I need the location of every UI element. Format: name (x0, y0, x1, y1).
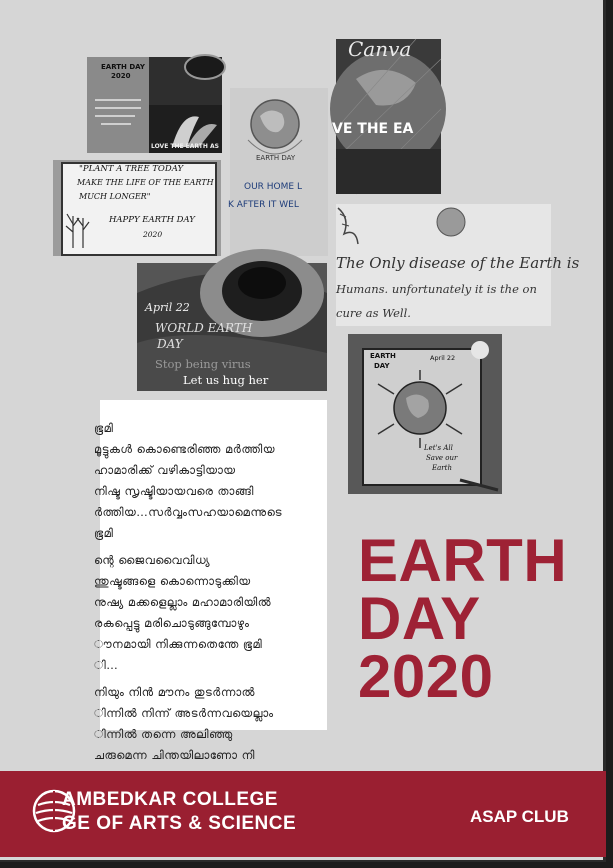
globe-drawing (230, 88, 328, 256)
poem-line: ിന്നിൽ തന്നെ അലിഞ്ഞു (94, 727, 233, 741)
college-name-line2: GE OF ARTS & SCIENCE (62, 813, 297, 834)
quote-line2: Humans. unfortunately it is the on (336, 282, 537, 296)
poster-msg-line2: Save our (426, 454, 458, 462)
tree-card-line5: 2020 (143, 230, 163, 239)
tree-sketch (53, 160, 221, 256)
tree-card-line4: HAPPY EARTH DAY (109, 215, 195, 225)
earth-disease-quote-photo (336, 204, 580, 326)
canva-globe-art (336, 39, 441, 194)
poster-msg-line1: Let's All (424, 444, 453, 452)
booklet-title-line2: 2020 (111, 72, 131, 80)
quote-line3: cure as Well. (336, 306, 411, 320)
eye-card-line3: Stop being virus (155, 357, 251, 371)
booklet-artwork (87, 57, 222, 153)
poem-line: ി… (94, 658, 119, 672)
earth-day-booklet-photo (87, 57, 222, 153)
globe-card-line1: OUR HOME L (244, 182, 302, 192)
canva-earth-photo (332, 37, 441, 194)
tree-card-line2: MAKE THE LIFE OF THE EARTH (77, 178, 214, 187)
globe-card-line2: K AFTER IT WEL (228, 200, 299, 210)
poem-line: ർത്തിയ…സർവ്വംസഹയാമെന്നുടെ (94, 505, 283, 519)
save-earth-poster-photo (348, 334, 502, 494)
poem-line: ചരുമെന്ന ചിന്തയിലാണോ നി (94, 748, 255, 762)
globe-card-arc-text: EARTH DAY (256, 154, 296, 162)
tree-card-line3: MUCH LONGER" (79, 192, 151, 201)
eye-card-line1: WORLD EARTH (155, 321, 253, 335)
poem-line: നുഷ്യ മക്കളെല്ലാം മഹാമാരിയിൽ (94, 595, 272, 609)
tree-card-line1: "PLANT A TREE TODAY (79, 164, 184, 174)
canva-card-text: VE THE EA (332, 121, 414, 137)
malayalam-poem-card (94, 400, 327, 762)
poem-line: മൂട്ടുകൾ കൊണ്ടെരിഞ്ഞ മർത്തിയ (94, 442, 276, 456)
canva-logo: Canva (348, 37, 412, 61)
eye-card-line2: DAY (157, 337, 183, 351)
asap-club-label: ASAP CLUB (470, 807, 569, 826)
earth-day-title (358, 527, 568, 710)
booklet-title-line1: EARTH DAY (101, 63, 145, 71)
poem-line: ിന്നിൽ നിന്ന് അടർന്നവയെല്ലാം (94, 706, 274, 720)
title-line-year: 2020 (358, 643, 494, 710)
college-name-line1: AMBEDKAR COLLEGE (62, 789, 278, 810)
poem-line: ന്റെ ജൈവവൈവിധ്യ (94, 553, 211, 567)
world-earth-day-eye-photo (137, 263, 327, 391)
poem-line: നിഷ്ട സൃഷ്ടിയായവരെ താങ്ങി (94, 484, 254, 498)
poem-line: ഭൂമി (94, 421, 114, 435)
poem-line: ഭൂമി (94, 526, 114, 540)
eye-card-date: April 22 (145, 301, 190, 314)
title-line-earth: EARTH (358, 527, 568, 594)
poem-body (94, 400, 327, 766)
poem-line: ഹാമാരിക്ക് വഴികാട്ടിയായ (94, 463, 236, 477)
poster-date-label: April 22 (430, 354, 456, 362)
earth-day-globe-card-photo (230, 88, 328, 256)
title-line-day: DAY (358, 585, 481, 652)
eye-card-line4: Let us hug her (183, 373, 269, 387)
plant-a-tree-card-photo (53, 160, 221, 256)
quote-line1: The Only disease of the Earth is (336, 254, 580, 272)
poster-day-label: DAY (374, 362, 390, 370)
footer-band (0, 771, 606, 857)
poster-earth-label: EARTH (370, 352, 396, 360)
poster-msg-line3: Earth (432, 464, 452, 472)
poem-line: ന്തുഷ്ടങ്ങളെ കൊന്നൊടുക്കിയ (94, 574, 251, 588)
booklet-caption: LOVE THE EARTH AS (151, 143, 219, 150)
poem-line: നിയും നിൻ മൗനം തുടർന്നാൽ (94, 685, 255, 699)
poem-line: രകപ്പെട്ടു മരിചൊടുങ്ങുമ്പോഴും (94, 616, 250, 630)
poem-line: ൗനമായി നിക്കുന്നതെന്തേ ഭൂമി (94, 637, 263, 651)
